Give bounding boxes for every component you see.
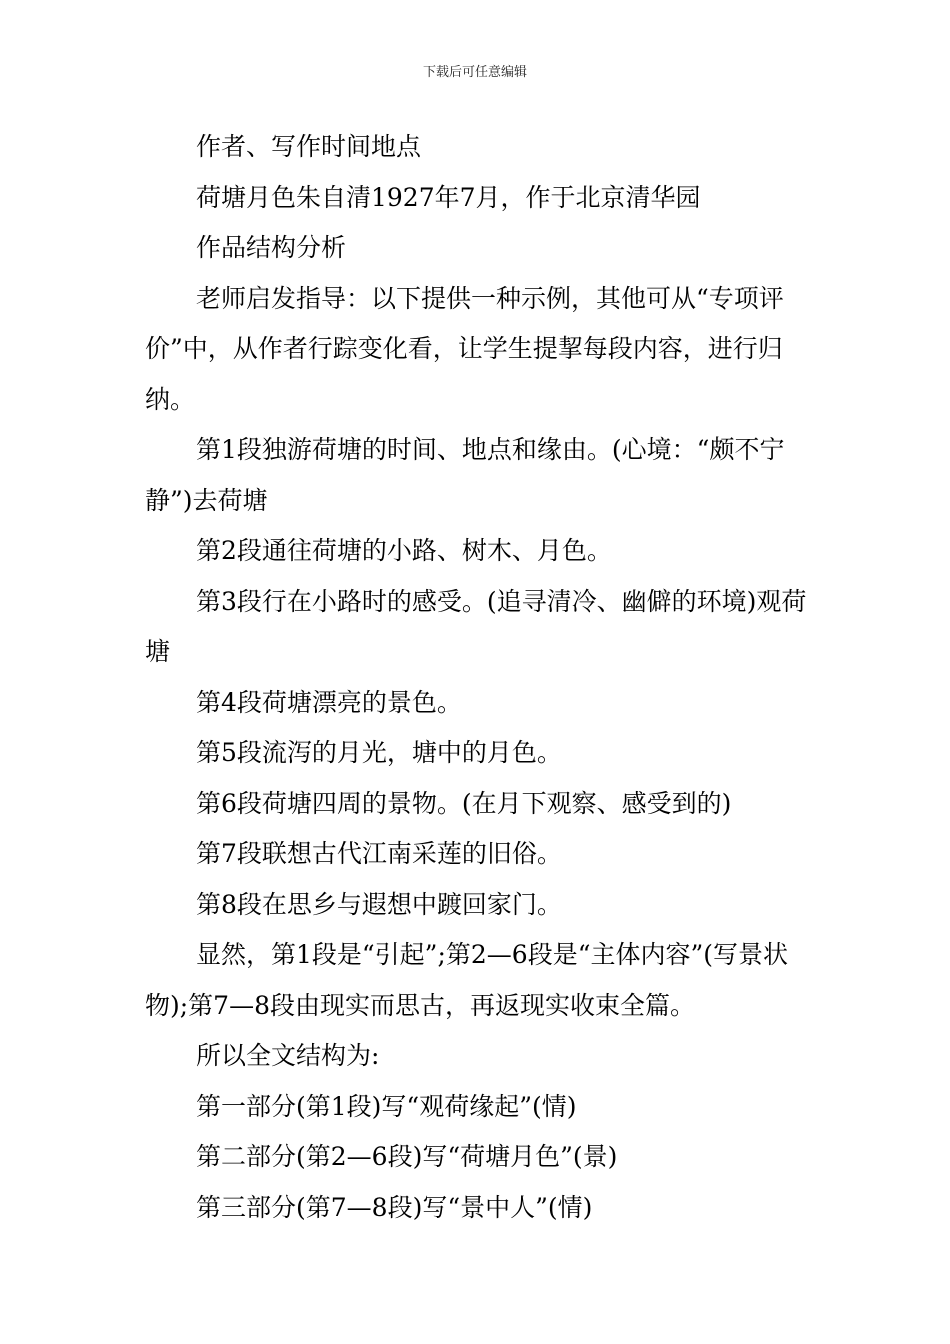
paragraph-part-3: 第三部分(第7—8段)写“景中人”(情) [196,1192,593,1222]
paragraph-section-1: 第1段独游荷塘的时间、地点和缘由。(心境：“颇不宁静”)去荷塘 [145,435,785,515]
page-header-note: 下载后可任意编辑 [422,65,527,80]
paragraph-part-1: 第一部分(第1段)写“观荷缘起”(情) [196,1091,577,1121]
heading-structure-analysis: 作品结构分析 [196,233,347,262]
heading-author-time-place: 作者、写作时间地点 [196,132,422,161]
paragraph-section-2: 第2段通往荷塘的小路、树木、月色。 [196,536,612,565]
paragraph-structure-intro: 所以全文结构为: [196,1041,380,1070]
paragraph-summary: 显然，第1段是“引起”;第2—6段是“主体内容”(写景状物);第7—8段由现实而思古，再返现实收束全篇。 [145,940,789,1020]
paragraph-part-2: 第二部分(第2—6段)写“荷塘月色”(景) [196,1142,618,1171]
paragraph-section-4: 第4段荷塘漂亮的景色。 [196,687,462,717]
paragraph-section-5: 第5段流泻的月光，塘中的月色。 [196,738,562,767]
paragraph-section-6: 第6段荷塘四周的景物。(在月下观察、感受到的) [196,788,732,818]
paragraph-teacher-guidance: 老师启发指导：以下提供一种示例，其他可从“专项评价”中，从作者行踪变化看，让学生提挈每段内容，进行归纳。 [145,283,784,414]
paragraph-title-author-date: 荷塘月色朱自清1927年7月，作于北京清华园 [196,182,701,212]
paragraph-section-7: 第7段联想古代江南采莲的旧俗。 [196,839,562,868]
paragraph-section-8: 第8段在思乡与遐想中踱回家门。 [196,889,562,919]
document-body [145,122,810,1233]
paragraph-section-3: 第3段行在小路时的感受。(追寻清冷、幽僻的环境)观荷塘 [145,586,807,666]
